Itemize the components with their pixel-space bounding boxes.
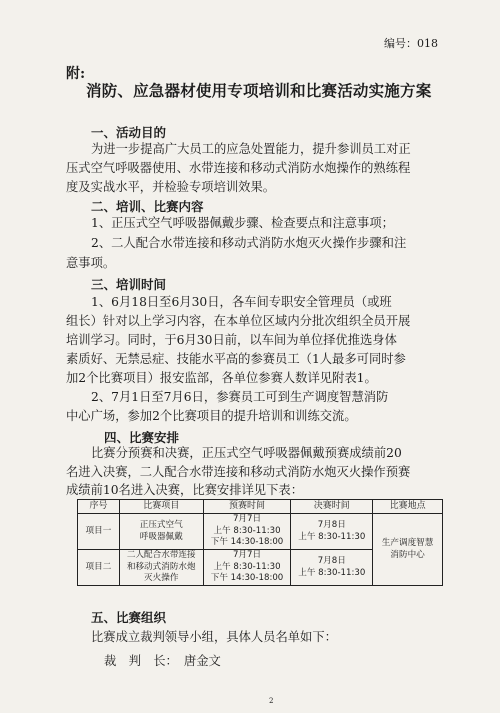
section-3-line: 中心广场，参加2个比赛项目的提升培训和训练交流。	[66, 409, 357, 423]
section-4-line: 比赛分预赛和决赛，正压式空气呼吸器佩戴预赛成绩前20	[91, 446, 402, 460]
section-5-line: 裁 判 长： 唐金文	[104, 654, 221, 668]
section-1-heading: 一、活动目的	[91, 125, 167, 140]
final-time: 7月8日 上午 8:30-11:30	[291, 550, 373, 586]
section-2-line: 2、二人配合水带连接和移动式消防水炮灭火操作步骤和注	[91, 236, 407, 250]
document-number: 编号：018	[384, 37, 438, 50]
column-header: 序号	[78, 500, 120, 514]
attachment-label: 附:	[66, 66, 86, 82]
final-time: 7月8日 上午 8:30-11:30	[291, 514, 373, 550]
section-3-line: 组长）针对以上学习内容，在本单位区域内分批次组织全员开展	[66, 314, 411, 328]
section-3-line: 加2个比赛项目）报安监部，各单位参赛人数详见附表1。	[66, 371, 377, 385]
section-3-line: 培训学习。同时，于6月30日前，以车间为单位择优推选身体	[66, 333, 397, 347]
section-1-line: 压式空气呼吸器使用、水带连接和移动式消防水炮操作的熟练程	[66, 161, 411, 175]
schedule-table	[77, 499, 443, 586]
preliminary-time: 7月7日 上午 8:30-11:30 下午 14:30-18:00	[203, 514, 291, 550]
row-number: 项目二	[78, 550, 120, 586]
column-header: 比赛地点	[373, 500, 443, 514]
section-5-heading: 五、比赛组织	[91, 610, 167, 625]
section-2-line: 意事项。	[66, 256, 116, 270]
table-row	[78, 514, 443, 550]
row-number: 项目一	[78, 514, 120, 550]
section-2-line: 1、正压式空气呼吸器佩戴步骤、检查要点和注意事项；	[91, 216, 394, 230]
section-4-line: 成绩前10名进入决赛，比赛安排详见下表：	[66, 483, 303, 497]
section-3-line: 2、7月1日至7月6日，参赛员工可到生产调度智慧消防	[91, 390, 389, 404]
table-header-row	[78, 500, 443, 514]
section-3-line: 1、6月18日至6月30日，各车间专职安全管理员（或班	[91, 295, 392, 309]
section-4-heading: 四、比赛安排	[104, 430, 180, 445]
section-2-heading: 二、培训、比赛内容	[91, 199, 204, 214]
event-name: 二人配合水带连接 和移动式消防水炮 灭火操作	[119, 550, 203, 586]
section-3-heading: 三、培训时间	[91, 277, 167, 292]
preliminary-time: 7月7日 上午 8:30-11:30 下午 14:30-18:00	[203, 550, 291, 586]
section-5-line: 比赛成立裁判领导小组，具体人员名单如下：	[91, 630, 337, 644]
column-header: 决赛时间	[291, 500, 373, 514]
section-4-line: 名进入决赛，二人配合水带连接和移动式消防水炮灭火操作预赛	[66, 465, 411, 479]
column-header: 比赛项目	[119, 500, 203, 514]
document-title: 消防、应急器材使用专项培训和比赛活动实施方案	[86, 81, 432, 100]
section-1-line: 为进一步提高广大员工的应急处置能力，提升参训员工对正	[91, 142, 411, 156]
column-header: 预赛时间	[203, 500, 291, 514]
event-location: 生产调度智慧 消防中心	[373, 514, 443, 586]
event-name: 正压式空气 呼吸器佩戴	[119, 514, 203, 550]
section-3-line: 素质好、无禁忌症、技能水平高的参赛员工（1人最多可同时参	[66, 352, 406, 366]
section-1-line: 度及实战水平，并检验专项培训效果。	[66, 180, 276, 194]
page-number: 2	[269, 697, 274, 705]
